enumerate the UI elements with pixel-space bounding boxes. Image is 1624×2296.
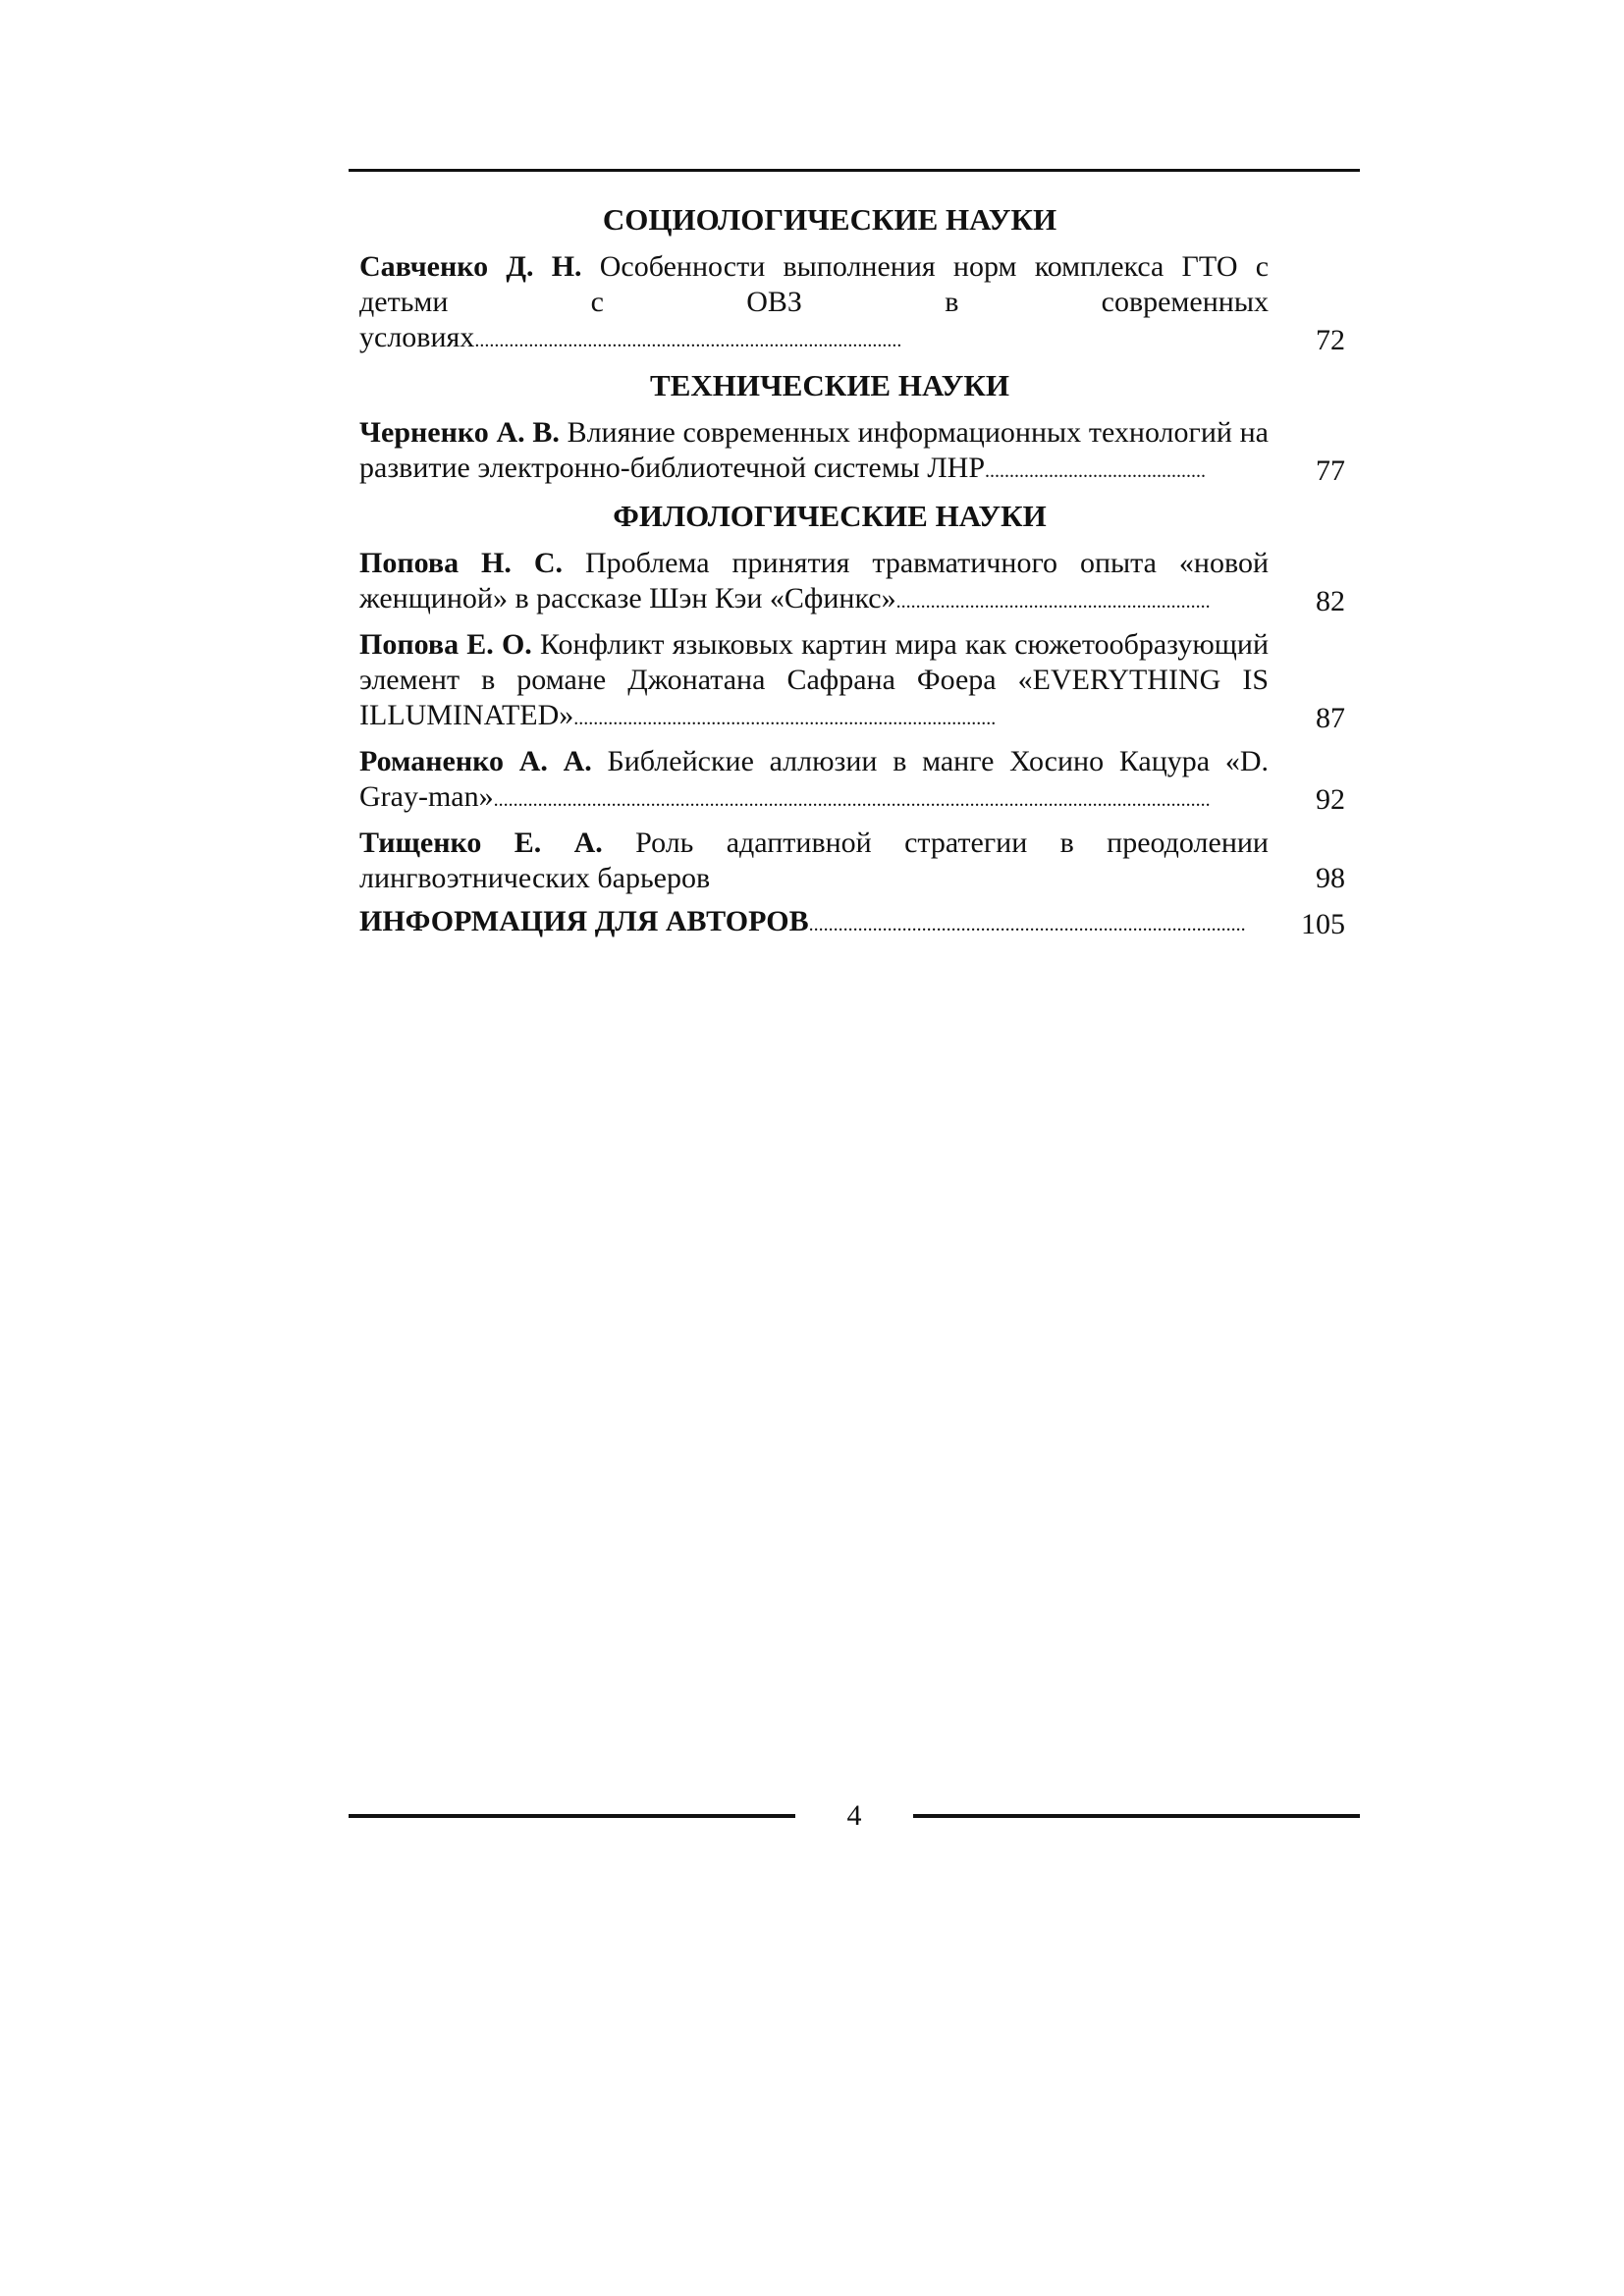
- entry-text: [359, 415, 1269, 489]
- footer-rule-left: [349, 1814, 795, 1818]
- entry-page-number: 98: [1316, 862, 1345, 894]
- table-of-contents: [359, 192, 1349, 950]
- footer-rule-right: [913, 1814, 1360, 1818]
- entry-text: [359, 904, 1269, 942]
- dot-leader: ................................................................: [895, 591, 1211, 613]
- toc-entry[interactable]: [359, 744, 1349, 818]
- entry-text: [359, 744, 1269, 818]
- dot-leader: ......................................................................................: [573, 708, 997, 729]
- entry-title: Библейские аллюзии в манге Хосино Кацура «D. Gray-man»: [359, 745, 1269, 813]
- dot-leader: .........................................................................................: [808, 914, 1246, 935]
- entry-page-number: 87: [1316, 702, 1345, 734]
- dot-leader: ..................................................................................................................................................: [493, 789, 1211, 811]
- entry-title: Влияние современных информационных технологий на развитие электронно-библиотечной системы ЛНР: [359, 416, 1270, 484]
- toc-entry-info-for-authors[interactable]: [359, 904, 1349, 942]
- entry-text: [359, 826, 1269, 896]
- entry-text: [359, 249, 1269, 358]
- section-heading-technical: ТЕХНИЧЕСКИЕ НАУКИ: [650, 368, 1009, 402]
- entry-author: Попова Н. С.: [359, 547, 563, 579]
- entry-title: Конфликт языковых картин мира как сюжетообразующий элемент в романе Джонатана Сафрана Фоера «EVERYTHING IS ILLUMINATED»: [359, 628, 1270, 731]
- entry-page-number: 72: [1316, 324, 1345, 356]
- entry-author: Попова Е. О.: [359, 628, 532, 661]
- entry-page-number: 82: [1316, 585, 1345, 617]
- entry-text: [359, 546, 1269, 619]
- entry-title: Особенности выполнения норм комплекса ГТО с детьми с ОВЗ в современных условиях: [359, 250, 1270, 353]
- entry-page-number: 92: [1316, 783, 1345, 816]
- toc-entry[interactable]: [359, 546, 1349, 619]
- entry-author: Савченко Д. Н.: [359, 250, 582, 283]
- toc-entry[interactable]: [359, 826, 1349, 896]
- toc-entry[interactable]: [359, 627, 1349, 736]
- entry-page-number: 105: [1301, 908, 1345, 940]
- dot-leader: .......................................................................................: [474, 330, 902, 351]
- info-label: ИНФОРМАЦИЯ ДЛЯ АВТОРОВ: [359, 905, 809, 937]
- header-rule: [349, 169, 1360, 172]
- toc-entry[interactable]: [359, 415, 1349, 489]
- entry-author: Романенко А. А.: [359, 745, 592, 777]
- entry-title: Проблема принятия травматичного опыта «новой женщиной» в рассказе Шэн Кэи «Сфинкс»: [359, 547, 1269, 614]
- entry-text: [359, 627, 1269, 736]
- dot-leader: .............................................: [985, 460, 1207, 482]
- entry-author: Тищенко Е. А.: [359, 827, 603, 859]
- entry-title: Роль адаптивной стратегии в преодолении лингвоэтнических барьеров: [359, 827, 1269, 894]
- page-number: 4: [846, 1799, 862, 1832]
- section-heading-philology: ФИЛОЛОГИЧЕСКИЕ НАУКИ: [613, 499, 1047, 533]
- entry-author: Черненко А. В.: [359, 416, 560, 449]
- toc-entry[interactable]: [359, 249, 1349, 358]
- section-heading-sociology: СОЦИОЛОГИЧЕСКИЕ НАУКИ: [602, 202, 1057, 237]
- entry-page-number: 77: [1316, 454, 1345, 487]
